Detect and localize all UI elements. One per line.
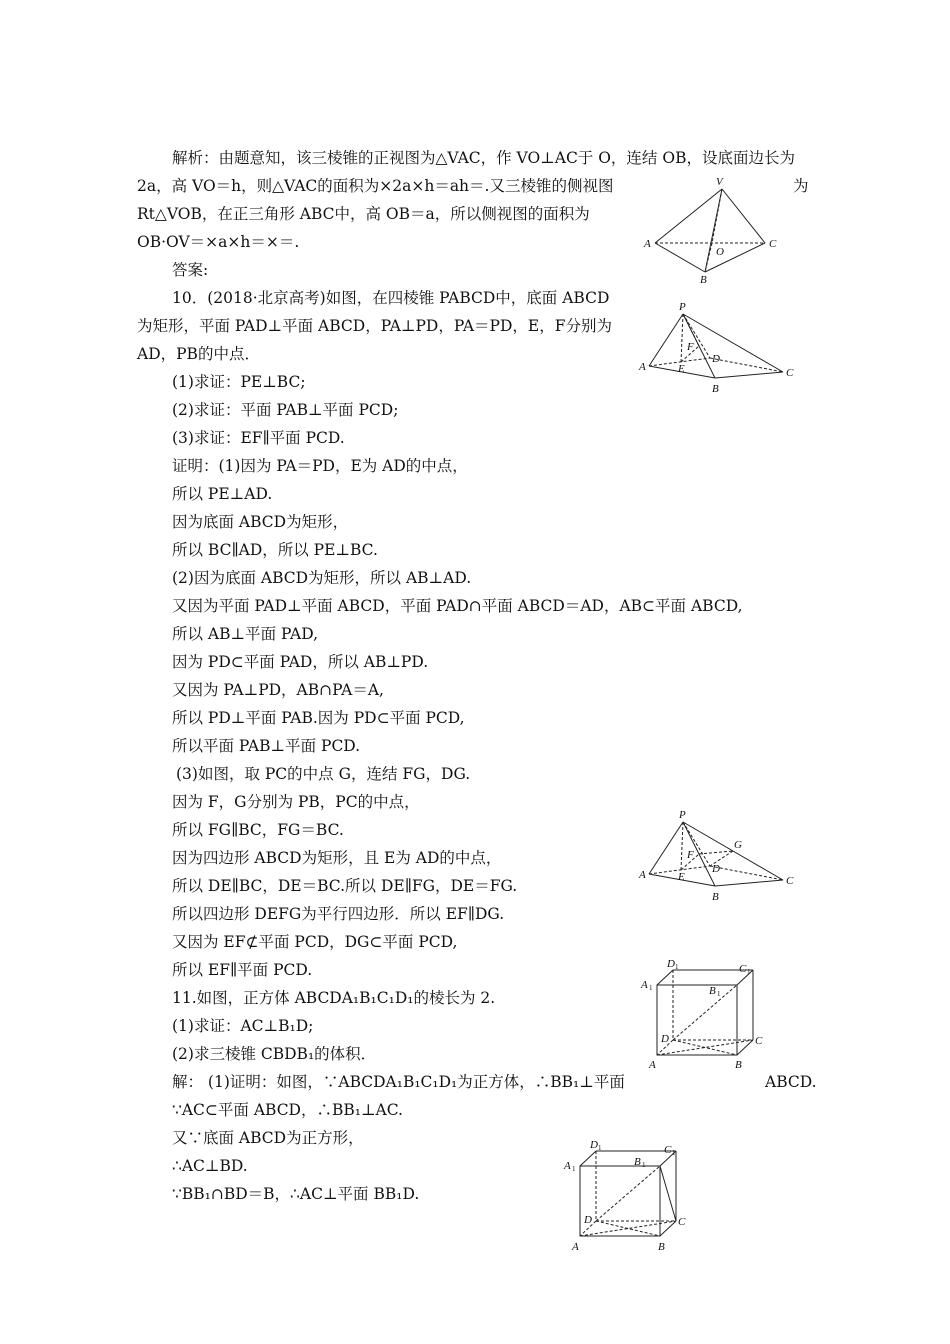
label-p: P xyxy=(679,301,686,313)
label-c: C xyxy=(786,367,794,379)
text-line: (1)求证：PE⊥BC; xyxy=(172,373,306,391)
text-line: (1)求证：AC⊥B₁D; xyxy=(172,1017,314,1035)
text-line: 证明：(1)因为 PA＝PD，E为 AD的中点， xyxy=(172,457,468,475)
text-line: 为矩形，平面 PAD⊥平面 ABCD，PA⊥PD，PA＝PD，E，F分别为 xyxy=(137,317,612,335)
label-d: D xyxy=(712,353,720,365)
text-line: 所以平面 PAB⊥平面 PCD. xyxy=(172,737,361,755)
text-line: 解析：由题意知，该三棱锥的正视图为△VAC，作 VO⊥AC于 O，连结 OB，设底面边长为 xyxy=(172,149,795,167)
label-f: F xyxy=(687,849,694,861)
text-line: ∵AC⊂平面 ABCD，∴BB₁⊥AC. xyxy=(172,1101,403,1119)
label-a1: A xyxy=(564,1160,571,1172)
label-c: C xyxy=(786,875,794,887)
tetrahedron-figure xyxy=(640,175,790,285)
text-line: (2)求三棱锥 CBDB₁的体积． xyxy=(172,1045,377,1063)
svg-text:1: 1 xyxy=(572,1165,576,1173)
svg-text:1: 1 xyxy=(675,963,679,971)
text-line: 又∵底面 ABCD为正方形， xyxy=(172,1129,364,1147)
label-a: A xyxy=(572,1241,579,1253)
svg-text:1: 1 xyxy=(717,990,721,998)
text-line: 所以 PE⊥AD. xyxy=(172,485,273,503)
text-line: 所以四边形 DEFG为平行四边形．所以 EF∥DG. xyxy=(172,905,505,923)
text-line: 所以 DE∥BC，DE＝BC.所以 DE∥FG，DE＝FG. xyxy=(172,877,518,895)
text-line: 所以 FG∥BC，FG＝BC. xyxy=(172,821,344,839)
label-a: A xyxy=(649,1059,656,1071)
label-f: F xyxy=(687,341,694,353)
text-line: 所以 EF∥平面 PCD. xyxy=(172,961,313,979)
text-line: (2)因为底面 ABCD为矩形，所以 AB⊥AD. xyxy=(172,569,472,587)
text-line: (3)求证：EF∥平面 PCD. xyxy=(172,429,345,447)
svg-text:1: 1 xyxy=(649,984,653,992)
label-d1: D xyxy=(667,958,675,970)
label-p: P xyxy=(679,809,686,821)
label-g: G xyxy=(734,839,742,851)
label-c1: C xyxy=(739,963,747,975)
label-a1: A xyxy=(641,979,648,991)
pyramid-figure-1 xyxy=(635,300,805,400)
label-b: B xyxy=(700,274,707,286)
text-line: 因为四边形 ABCD为矩形，且 E为 AD的中点， xyxy=(172,849,502,867)
label-c: C xyxy=(678,1216,686,1228)
label-d: D xyxy=(584,1214,592,1226)
label-b: B xyxy=(712,891,719,903)
label-d: D xyxy=(712,863,720,875)
text-line: 又因为平面 PAD⊥平面 ABCD，平面 PAD∩平面 ABCD＝AD，AB⊂平面 ABCD, xyxy=(172,597,743,615)
label-d: D xyxy=(661,1033,669,1045)
text-line: (2)求证：平面 PAB⊥平面 PCD; xyxy=(172,401,399,419)
text-line: 解： (1)证明：如图，∵ABCDA₁B₁C₁D₁为正方体，∴BB₁⊥平面 xyxy=(172,1073,625,1091)
text-line: Rt△VOB，在正三角形 ABC中，高 OB＝a，所以侧视图的面积为 xyxy=(137,205,590,223)
label-a: A xyxy=(644,238,651,250)
label-e: E xyxy=(678,363,685,375)
text-line: ∵BB₁∩BD＝B，∴AC⊥平面 BB₁D. xyxy=(172,1185,420,1203)
label-v: V xyxy=(716,176,723,188)
text-line: 所以 BC∥AD，所以 PE⊥BC. xyxy=(172,541,378,559)
text-line: 为 xyxy=(793,177,809,195)
label-e: E xyxy=(678,871,685,883)
text-line: 又因为 EF⊄平面 PCD，DG⊂平面 PCD, xyxy=(172,933,458,951)
label-b1: B xyxy=(709,985,716,997)
label-b: B xyxy=(658,1241,665,1253)
label-d1: D xyxy=(590,1139,598,1151)
text-line: 因为 F，G分别为 PB，PC的中点， xyxy=(172,793,420,811)
text-line: OB·OV＝×a×h＝×＝. xyxy=(137,233,300,251)
text-line: 因为 PD⊂平面 PAD，所以 AB⊥PD. xyxy=(172,653,429,671)
text-line: ABCD. xyxy=(765,1073,817,1091)
cube-figure-2 xyxy=(560,1138,685,1253)
text-line: 又因为 PA⊥PD，AB∩PA＝A, xyxy=(172,681,384,699)
svg-text:1: 1 xyxy=(672,1149,676,1157)
text-line: 答案: xyxy=(172,261,209,279)
label-c: C xyxy=(755,1035,763,1047)
cube-figure-1 xyxy=(635,958,763,1071)
text-line: 11.如图，正方体 ABCDA₁B₁C₁D₁的棱长为 2. xyxy=(172,989,496,1007)
label-b: B xyxy=(712,383,719,395)
text-line: 10．(2018·北京高考)如图，在四棱锥 PABCD中，底面 ABCD xyxy=(172,289,610,307)
text-line: ∴AC⊥BD. xyxy=(172,1157,248,1175)
label-o: O xyxy=(716,246,724,258)
label-a: A xyxy=(639,869,646,881)
svg-text:1: 1 xyxy=(747,968,751,976)
pyramid-figure-2 xyxy=(635,808,805,908)
svg-text:1: 1 xyxy=(642,1161,646,1169)
label-c1: C xyxy=(664,1144,672,1156)
label-b: B xyxy=(735,1059,742,1071)
text-line: 2a，高 VO＝h，则△VAC的面积为×2a×h＝ah＝.又三棱锥的侧视图 xyxy=(137,177,614,195)
text-line: (3)如图，取 PC的中点 G，连结 FG，DG. xyxy=(176,765,471,783)
text-line: AD，PB的中点． xyxy=(137,345,260,363)
text-line: 因为底面 ABCD为矩形， xyxy=(172,513,349,531)
label-c: C xyxy=(769,238,777,250)
label-b1: B xyxy=(634,1156,641,1168)
text-line: 所以 PD⊥平面 PAB.因为 PD⊂平面 PCD, xyxy=(172,709,465,727)
svg-text:1: 1 xyxy=(598,1144,602,1152)
label-a: A xyxy=(639,361,646,373)
text-line: 所以 AB⊥平面 PAD, xyxy=(172,625,319,643)
